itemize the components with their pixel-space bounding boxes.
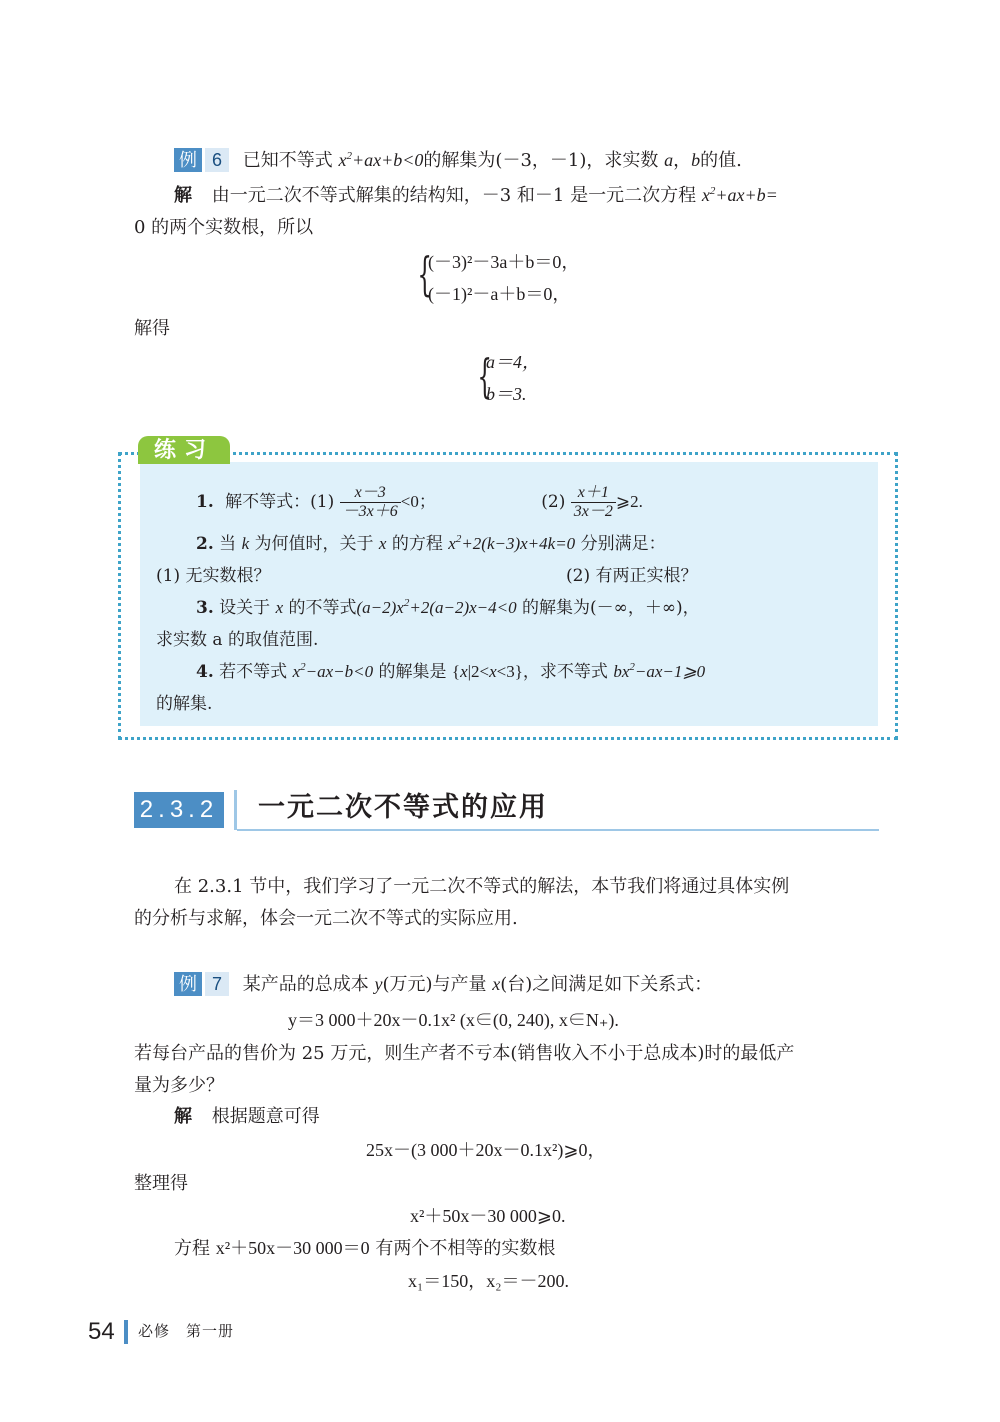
inequality-2: x²＋50x－30 000⩾0. (410, 1206, 566, 1226)
practice-q3: 3. 设关于 x 的不等式$(a-2)x^2+2(a-2)x-4<0$ 的解集为(－∞，＋∞)， (196, 597, 700, 618)
cost-formula: y＝3 000＋20x－0.1x² (x∈(0, 240), x∈N₊). (288, 1010, 619, 1030)
q3-line-2: 求实数 a 的取值范围. (156, 630, 319, 650)
brace-symbol: { (417, 247, 432, 301)
q4-inequality-2: $bx^2-ax-1⩾0$ (613, 661, 706, 681)
result-a: a＝4， (486, 352, 540, 372)
system-1-eq-1: (－3)²－3a＋b＝0， (428, 252, 580, 272)
intro-line-2: 的分析与求解，体会一元二次不等式的实际应用. (134, 908, 518, 929)
practice-q2: 2. 当 k 为何值时，关于 x 的方程 $x^2+2(k-3)x+4k=0$ 分别满足： (196, 533, 666, 554)
ex6-inequality: $x^2+ax+b<0$ (338, 150, 424, 170)
q1-fraction-2: $\frac{x+1}{3x-2}$ (571, 484, 616, 521)
result-b: b＝3. (486, 384, 527, 404)
roots-values: x₁＝150，x₂＝－200. (408, 1271, 570, 1291)
q1-fraction-1: $\frac{x-3}{-3x+6}$ (340, 484, 401, 521)
page-number: 54 (88, 1318, 115, 1345)
ex6-quadratic: $x^2+ax+b=$ (701, 185, 778, 205)
example-6-heading: 例 6 已知不等式 $x^2+ax+b<0$的解集为(－3，－1)，求实数 a，b的值. (174, 148, 742, 172)
q4-set: {x|2<x<3} (451, 662, 523, 681)
brace-symbol: { (477, 349, 492, 403)
practice-q4: 4. 若不等式 $x^2-ax-b<0$ 的解集是 {x|2<x<3}，求不等式 $bx^2-ax-1⩾0$ (196, 661, 706, 682)
intro-line-1: 在 2.3.1 节中，我们学习了一元二次不等式的解法，本节我们将通过具体实例 (174, 876, 790, 897)
example-6-solution-line2: 0 的两个实数根，所以 (134, 217, 314, 238)
example-7-line-3: 若每台产品的售价为 25 万元，则生产者不亏本(销售收入不小于总成本)时的最低产 (134, 1043, 795, 1064)
q2-equation: $x^2+2(k-3)x+4k=0$ (448, 533, 576, 553)
example-7-label: 例 7 (174, 972, 229, 996)
example-6-label: 例 6 (174, 148, 229, 172)
q4-line-2: 的解集. (156, 694, 213, 714)
example-7-heading: 例 7 某产品的总成本 y(万元)与产量 x(台)之间满足如下关系式： (174, 972, 712, 996)
system-1-eq-2: (－1)²－a＋b＝0， (428, 284, 571, 304)
practice-tab: 练习 (138, 436, 230, 464)
q2-part-2: (2) 有两正实根？ (566, 566, 698, 586)
solved-text: 解得 (134, 318, 170, 339)
section-rule (237, 829, 879, 831)
section-divider (234, 790, 237, 830)
footer-divider (124, 1320, 128, 1344)
inequality-1: 25x－(3 000＋20x－0.1x²)⩾0， (366, 1140, 606, 1160)
q4-inequality: $x^2-ax-b<0$ (292, 661, 374, 681)
example-6-solution-line1: 解 由一元二次不等式解集的结构知，－3 和－1 是一元二次方程 $x^2+ax+b=$ (174, 185, 778, 206)
example-7-line-4: 量为多少？ (134, 1075, 224, 1096)
q2-part-1: (1) 无实数根？ (156, 566, 271, 586)
rearranged-text: 整理得 (134, 1173, 188, 1194)
q3-inequality: $(a-2)x^2+2(a-2)x-4<0$ (356, 597, 517, 617)
example-7-solution: 解 根据题意可得 (174, 1106, 320, 1127)
practice-q1: 1. 解不等式：(1) $\frac{x-3}{-3x+6}$ <0； (2) $\frac{x+1}{3x-2}$ ⩾2. (196, 484, 643, 520)
section-number: 2.3.2 (134, 792, 224, 828)
roots-statement: 方程 x²＋50x－30 000＝0 有两个不相等的实数根 (174, 1238, 556, 1259)
section-title: 一元二次不等式的应用 (258, 792, 548, 823)
book-title: 必修 第一册 (138, 1322, 235, 1340)
